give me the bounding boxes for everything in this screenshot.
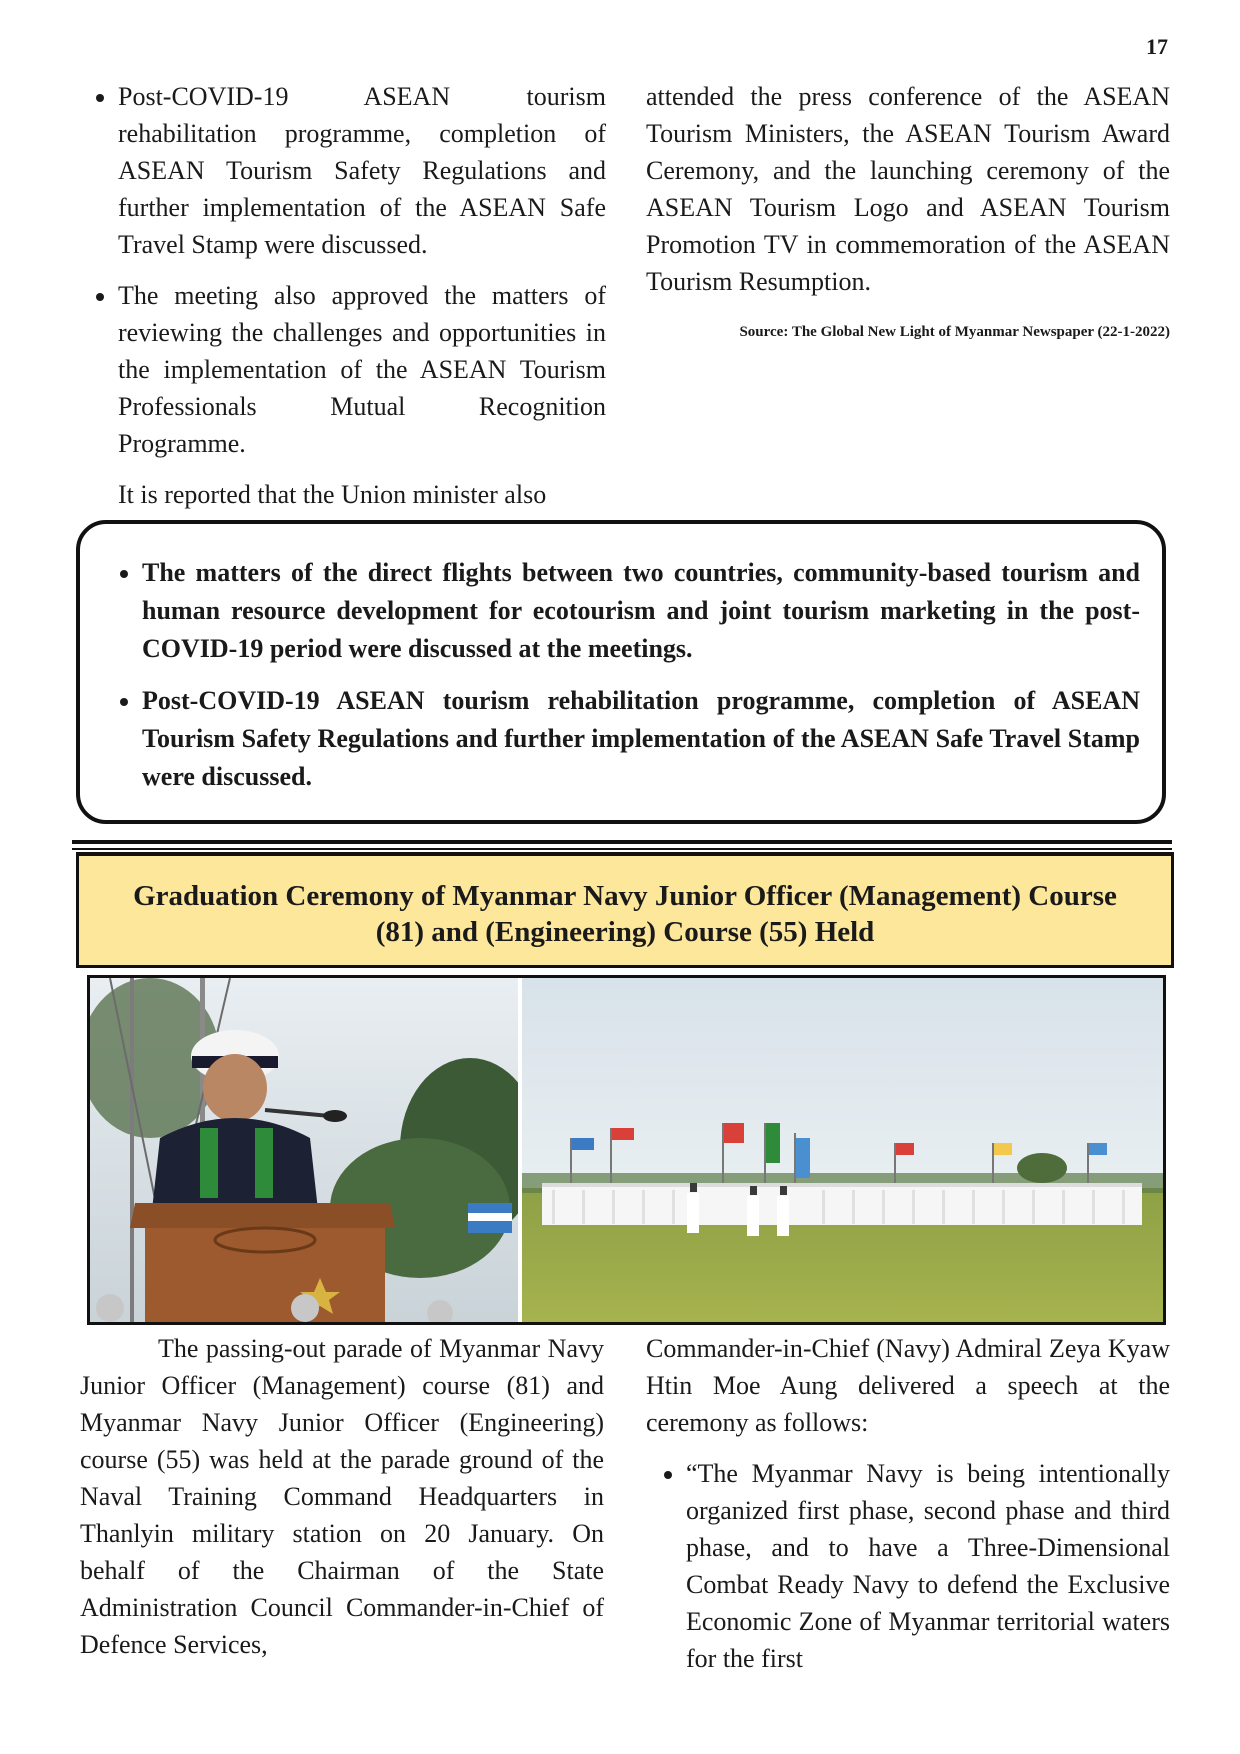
body-paragraph: attended the press conference of the ASEAN Tourism Ministers, the ASEAN Tourism Award Ceremony, and the launching ceremony of the ASEAN Tourism Logo and ASEAN Tourism Promotion TV in commemoration of the ASEAN Tourism Resumption. — [646, 82, 1170, 296]
left-column-bottom — [80, 1330, 604, 1663]
parade-photo — [522, 978, 1163, 1322]
divider — [72, 848, 1172, 850]
right-column-bottom — [646, 1330, 1170, 1691]
list-item: • “The Myanmar Navy is being intentionally organized first phase, second phase and third phase, and to have a Three-Dimensional Combat Ready Navy to defend the Exclusive Economic Zone of Myanmar territorial waters for the first — [686, 1455, 1170, 1677]
right-column-top — [646, 78, 1170, 342]
highlight-box — [76, 520, 1166, 824]
list-item: • Post-COVID-19 ASEAN tourism rehabilitation programme, completion of ASEAN Tourism Safety Regulations and further implementation of the ASEAN Safe Travel Stamp were discussed. — [142, 682, 1140, 796]
list-item: • The meeting also approved the matters of reviewing the challenges and opportunities in the implementation of the ASEAN Tourism Professionals Mutual Recognition Programme. — [118, 277, 606, 462]
left-bullet-list — [78, 78, 606, 462]
speech-bullet-list — [646, 1455, 1170, 1677]
body-paragraph: Commander-in-Chief (Navy) Admiral Zeya Kyaw Htin Moe Aung delivered a speech at the ceremony as follows: — [646, 1334, 1170, 1437]
list-item: • Post-COVID-19 ASEAN tourism rehabilitation programme, completion of ASEAN Tourism Safety Regulations and further implementation of the ASEAN Safe Travel Stamp were discussed. — [118, 78, 606, 263]
photo-frame — [87, 975, 1166, 1325]
speaker-photo — [90, 978, 518, 1322]
body-paragraph: It is reported that the Union minister also — [118, 480, 547, 509]
list-item: • The matters of the direct flights between two countries, community-based tourism and human resource development for ecotourism and joint tourism marketing in the post-COVID-19 period were discussed at the meetings. — [142, 554, 1140, 668]
divider — [72, 840, 1172, 844]
headline-line: (81) and (Engineering) Course (55) Held — [375, 916, 875, 948]
highlight-list — [100, 554, 1140, 796]
source-citation: Source: The Global New Light of Myanmar Newspaper (22-1-2022) — [739, 324, 1170, 340]
left-column-top — [78, 78, 606, 513]
article-headline — [76, 852, 1174, 968]
page-number: 17 — [1146, 34, 1168, 59]
body-paragraph: The passing-out parade of Myanmar Navy Junior Officer (Management) course (81) and Myanmar Navy Junior Officer (Engineering) course (55) was held at the parade ground of the Naval Training Command Headquarters in Thanlyin military station on 20 January. On behalf of the Chairman of the State Administration Council Commander-in-Chief of Defence Services, — [80, 1334, 604, 1659]
headline-line: Graduation Ceremony of Myanmar Navy Junior Officer (Management) Course — [133, 880, 1117, 912]
